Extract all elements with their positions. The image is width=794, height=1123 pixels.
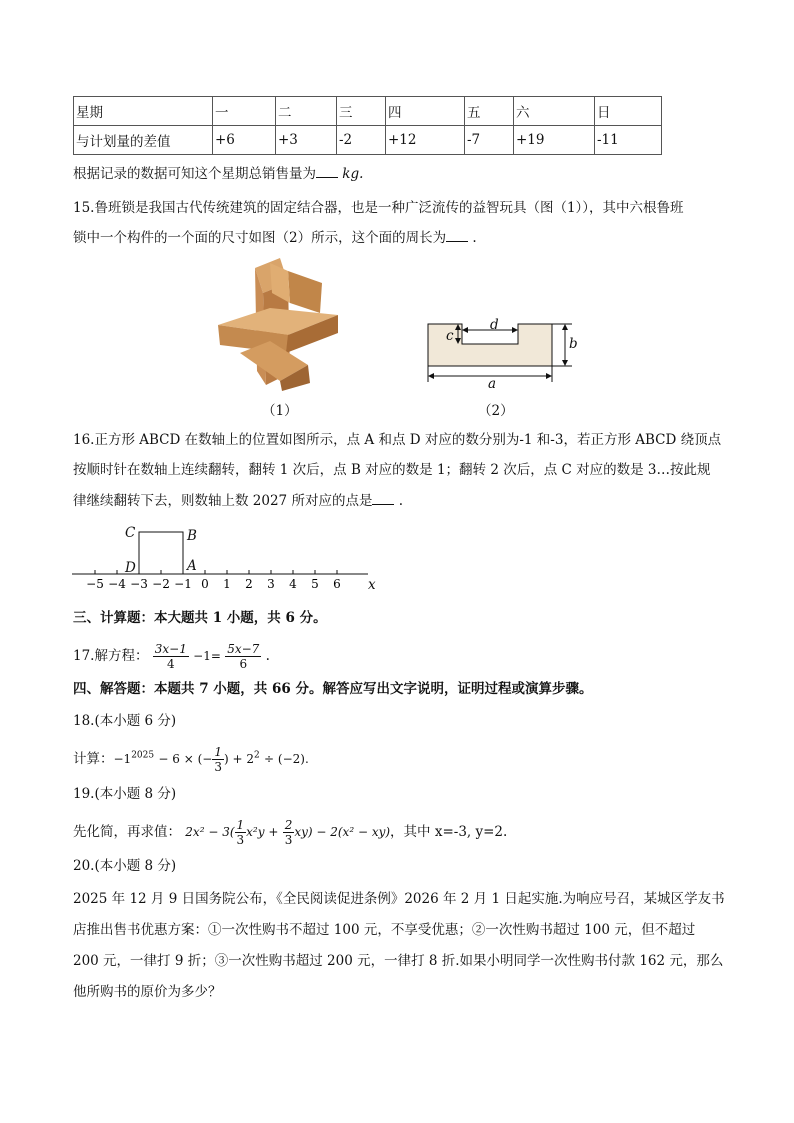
q18-body (73, 745, 309, 774)
q20-heading: 20.(本小题 8 分) (73, 858, 177, 874)
fraction (283, 818, 295, 847)
table-cell: 四 (386, 97, 465, 126)
q20-line-4: 他所购书的原价为多少？ (73, 984, 222, 1000)
q20-line-2: 店推出售书优惠方案：①一次性购书不超过 100 元，不享受优惠；②一次性购书超过 100 元，但不超过 (73, 922, 696, 938)
fraction (212, 745, 224, 774)
number-line-diagram (70, 520, 390, 592)
fraction-numerator: 1 (236, 818, 245, 832)
q19-expr: x²y + (246, 825, 279, 839)
q15-line-2-text: 锁中一个构件的一个面的尺寸如图（2）所示，这个面的周长为 (73, 230, 447, 246)
fraction-denominator: 3 (284, 833, 293, 847)
q18-prefix: 计算： (73, 751, 114, 767)
fig1-caption: （1） (262, 403, 298, 419)
q20-line-1: 2025 年 12 月 9 日国务院公布，《全民阅读促进条例》2026 年 2 月 1 日起实施.为响应号召，某城区学友书 (73, 891, 725, 907)
axis-x-label: x (368, 577, 376, 593)
q19-prefix: 先化简，再求值： (73, 824, 181, 840)
point-label-a: A (187, 558, 197, 574)
axis-tick-label: 4 (289, 577, 297, 591)
q20-line-3: 200 元，一律打 9 折；③一次性购书超过 200 元，一律打 8 折.如果小明同学一次性购书付款 162 元，那么 (73, 953, 724, 969)
q14-answer-line (73, 165, 363, 183)
q15-end: . (472, 230, 477, 246)
axis-tick-label: −3 (130, 577, 148, 591)
point-label-b: B (187, 528, 197, 544)
q17 (73, 642, 270, 671)
q17-prefix: 17.解方程： (73, 648, 149, 664)
table-cell: -2 (337, 126, 386, 155)
fraction-numerator: 2 (284, 818, 293, 832)
fraction-denominator: 6 (239, 657, 248, 671)
answer-blank (316, 165, 338, 178)
sales-difference-table (73, 96, 662, 155)
fraction-denominator: 3 (214, 760, 222, 774)
table-cell: 三 (337, 97, 386, 126)
axis-tick-label: −5 (86, 577, 104, 591)
table-row (74, 126, 662, 155)
component-face-diagram (420, 310, 590, 395)
q17-mid: −1= (193, 649, 221, 663)
q14-unit: kg. (342, 166, 364, 182)
q16-line-3 (73, 492, 403, 510)
fraction (153, 642, 189, 671)
q16-line-1: 16.正方形 ABCD 在数轴上的位置如图所示，点 A 和点 D 对应的数分别为-1 和-3，若正方形 ABCD 绕顶点 (73, 432, 722, 448)
label-a: a (488, 376, 497, 392)
label-b: b (569, 336, 578, 352)
axis-tick-label: −2 (152, 577, 170, 591)
axis-tick-label: 2 (245, 577, 253, 591)
section-3-heading: 三、计算题：本大题共 1 小题，共 6 分。 (73, 610, 327, 626)
axis-tick-label: −1 (174, 577, 192, 591)
table-cell: 五 (465, 97, 514, 126)
luban-lock-image (210, 253, 350, 393)
table-cell: -7 (465, 126, 514, 155)
q18-expr: −1 (113, 752, 132, 766)
point-label-c: C (125, 525, 136, 541)
fraction-numerator: 3x−1 (154, 642, 187, 656)
axis-tick-label: 5 (311, 577, 319, 591)
table-cell: +6 (213, 126, 276, 155)
fraction (235, 818, 247, 847)
axis-tick-label: 3 (267, 577, 275, 591)
q19-heading: 19.(本小题 8 分) (73, 786, 177, 802)
section-4-heading: 四、解答题：本题共 7 小题，共 66 分。解答应写出文字说明，证明过程或演算步骤。 (73, 681, 593, 697)
table-cell: 日 (595, 97, 662, 126)
square-abcd (139, 532, 183, 574)
q19-condition: ，其中 x=-3, y=2. (390, 824, 508, 840)
q19-expr: 2x² − 3( (185, 825, 235, 839)
table-cell: +12 (386, 126, 465, 155)
q18-expr: − 6 × (− (158, 752, 213, 766)
q17-end: . (265, 648, 270, 664)
table-cell: 六 (514, 97, 595, 126)
fraction-numerator: 5x−7 (227, 642, 260, 656)
answer-blank (372, 492, 394, 505)
q16-end: . (398, 493, 404, 509)
table-cell: 与计划量的差值 (74, 126, 213, 155)
axis-tick-label: 0 (201, 577, 209, 591)
q14-text: 根据记录的数据可知这个星期总销售量为 (73, 166, 316, 182)
fraction (225, 642, 261, 671)
q18-expr: ÷ (−2) (264, 752, 305, 766)
fraction-denominator: 3 (236, 833, 245, 847)
label-c: c (446, 328, 454, 344)
q18-exponent: 2025 (131, 750, 155, 761)
axis-tick-label: 1 (223, 577, 231, 591)
q15-line-2 (73, 229, 477, 247)
table-row (74, 97, 662, 126)
table-cell: -11 (595, 126, 662, 155)
label-d: d (490, 317, 499, 333)
table-cell: 一 (213, 97, 276, 126)
fraction-numerator: 1 (214, 745, 222, 759)
table-cell: +3 (276, 126, 337, 155)
q19-expr: xy) − 2(x² − xy) (294, 825, 391, 839)
point-label-d: D (125, 560, 136, 576)
q18-heading: 18.(本小题 6 分) (73, 713, 177, 729)
q16-line-3-text: 律继续翻转下去，则数轴上数 2027 所对应的点是 (73, 493, 373, 509)
q18-end: . (304, 752, 309, 766)
table-cell: 星期 (74, 97, 213, 126)
axis-tick-label: 6 (333, 577, 341, 591)
table-cell: +19 (514, 126, 595, 155)
axis-tick-label: −4 (108, 577, 126, 591)
fig2-caption: （2） (478, 403, 514, 419)
q16-line-2: 按顺时针在数轴上连续翻转，翻转 1 次后，点 B 对应的数是 1；翻转 2 次后，点 C 对应的数是 3…按此规 (73, 462, 711, 478)
q19-body (73, 818, 507, 847)
answer-blank (446, 229, 468, 242)
table-cell: 二 (276, 97, 337, 126)
q18-exponent: 2 (253, 750, 260, 761)
fraction-denominator: 4 (167, 657, 175, 671)
q15-line-1: 15.鲁班锁是我国古代传统建筑的固定结合器，也是一种广泛流传的益智玩具（图（1）），其中六根鲁班 (73, 200, 684, 216)
q18-expr: ) + 2 (223, 752, 254, 766)
